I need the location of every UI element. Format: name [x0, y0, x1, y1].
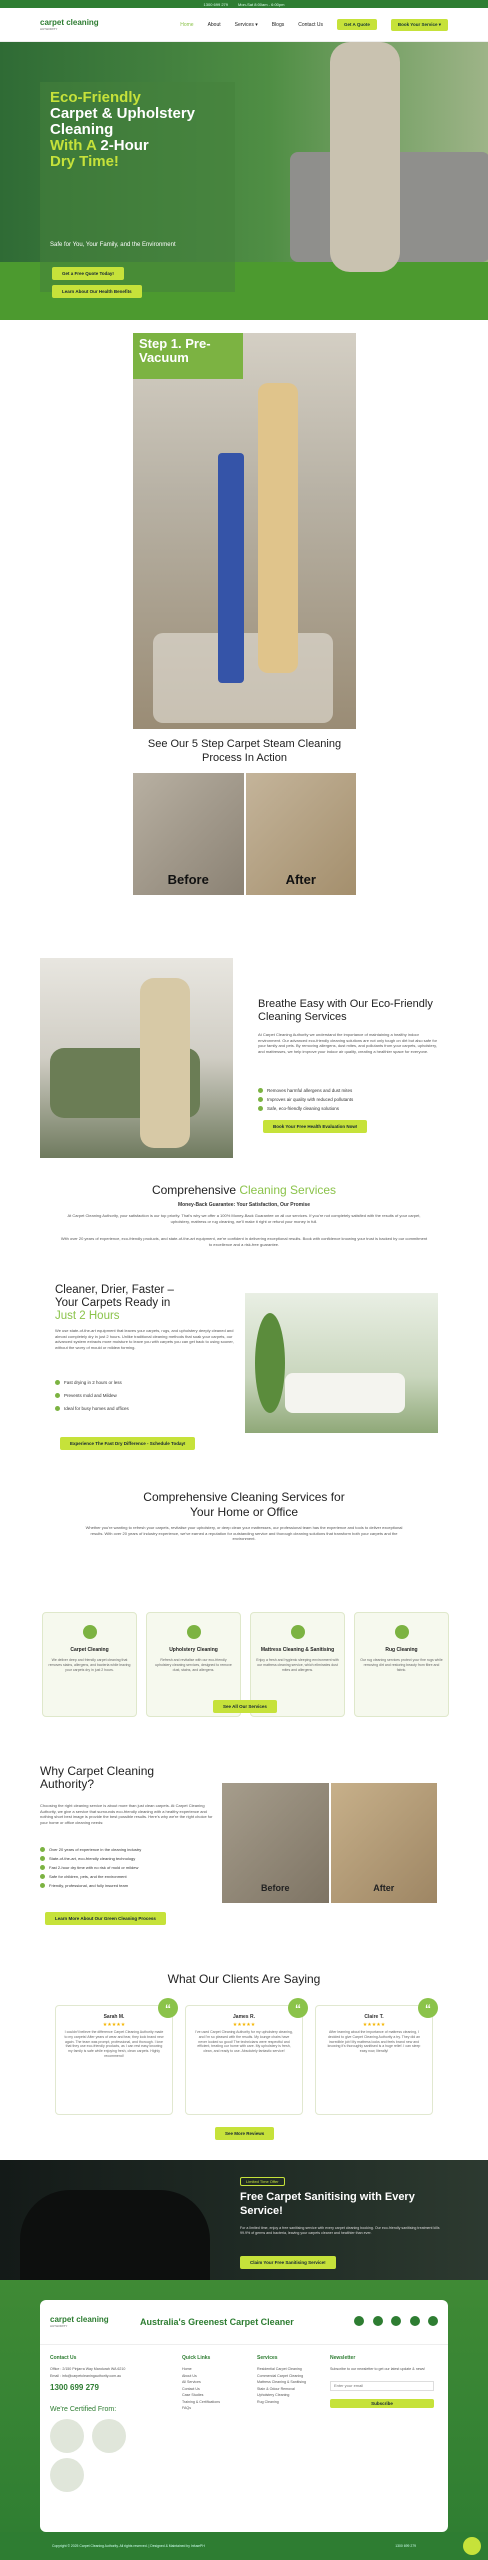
footer-slogan: Australia's Greenest Carpet Cleaner [140, 2317, 294, 2327]
more-reviews-button[interactable]: See More Reviews [215, 2127, 274, 2140]
check-icon [40, 1874, 45, 1879]
footer-service-link[interactable]: Residential Carpet Cleaning [257, 2367, 302, 2371]
star-rating: ★★★★★ [362, 2022, 386, 2028]
why-before-image: Before [222, 1783, 329, 1903]
certification-badge [50, 2419, 84, 2453]
footer-services: Services Residential Carpet Cleaning Commercial Carpet Cleaning Mattress Cleaning & Sanitising Stain & Odour Removal Upholstery Cleaning Rug Cleaning [257, 2355, 332, 2405]
nav-contact[interactable]: Contact Us [298, 21, 323, 28]
guarantee-text-1: At Carpet Cleaning Authority, your satisfaction is our top priority. That's why we offer a 100% Money-Back Guarantee on all our services. If you're not completely satisfied with the results of your carpet, upholstery, mattress or rug cleaning, we'll make it right or refund your money in full. [67, 1213, 421, 1224]
check-icon [55, 1406, 60, 1411]
book-service-button[interactable]: Book Your Service ▾ [391, 19, 448, 31]
drier-title: Cleaner, Drier, Faster – Your Carpets Ready in Just 2 Hours [55, 1284, 174, 1322]
all-services-button[interactable]: See All Our Services [213, 1700, 277, 1713]
facebook-icon[interactable] [354, 2316, 364, 2326]
why-body: Choosing the right cleaning service is about more than just clean carpets. At Carpet Cleaning Authority, we give a service that surrounds eco-friendly cleaning with a healthy experience and nothing short best image is provide the best possible results. Here's why we're the right choice for your home or office cleaning needs: [40, 1803, 213, 1825]
site-header [0, 8, 488, 42]
footer-link[interactable]: About Us [182, 2373, 197, 2378]
footer-bottom-bar [0, 2532, 488, 2560]
cleaner-shape [140, 978, 190, 1148]
guarantee-text-2: With over 20 years of experience, eco-friendly products, and state-of-the-art equipment, we're confident in delivering exceptional results. Book with confidence knowing your trust is backed by our commitment to excellence and a risk-free guarantee. [60, 1236, 428, 1247]
offer-badge: Limited Time Offer [240, 2177, 285, 2186]
review-card: “ Sarah M. ★★★★★ I couldn't believe the difference Carpet Cleaning Authority made to my carpets! After years of wear and tear, they look brand new again. The team was prompt, professional, and thorough. I love that they use eco-friendly products, as I can rest easy knowing my family is safe while enjoying fresh, clean carpets. Highly recommend! [55, 2005, 173, 2115]
carpet-icon [83, 1625, 97, 1639]
footer-quick-links: Quick Links Home About Us All Services Contact Us Case Studies Training & Certifications FAQs [182, 2355, 252, 2412]
after-image: After [246, 773, 357, 895]
phone-call-icon[interactable] [463, 2537, 481, 2555]
before-image: Before [133, 773, 244, 895]
check-icon [258, 1088, 263, 1093]
card-rug-cleaning[interactable]: Rug Cleaning Our rug cleaning services protect your fine rugs while removing dirt and restoring beauty from fibre and fabric. [354, 1612, 449, 1717]
check-icon [40, 1883, 45, 1888]
footer-link[interactable]: Training & Certifications [182, 2399, 221, 2404]
footer-link[interactable]: Contact Us [182, 2386, 200, 2391]
breathe-body: At Carpet Cleaning Authority we understand the importance of maintaining a healthy indoor environment. Our advanced eco-friendly cleaning solutions are not only tough on dirt but also safe for your family and pets. By removing allergens, dust mites, and pollutants from your carpets, upholstery, and mattresses, we help improve your indoor air quality, creating a healthier space for everyone. [258, 1032, 437, 1054]
reviews-title: What Our Clients Are Saying [167, 1972, 321, 1986]
rug-icon [395, 1625, 409, 1639]
copyright-text: Copyright © 2025 Carpet Cleaning Authority. All rights reserved. | Designed & Maintained by InfusePH [52, 2544, 205, 2548]
footer-contact: Contact Us Office : 2/150 Pinjarra Way Mandurah WA 6210 Email : info@carpetcleaningauthority.com.au 1300 699 279 We're Certified From: [50, 2355, 170, 2497]
bed-icon [291, 1625, 305, 1639]
instagram-icon[interactable] [391, 2316, 401, 2326]
top-hours: Mon-Sat 8:00am - 6:00pm [238, 1, 285, 7]
vacuum-shape [20, 2190, 210, 2280]
check-icon [40, 1865, 45, 1870]
why-before-after[interactable] [222, 1783, 437, 1903]
drier-list: Fast drying in 2 hours or less Prevents mold and Mildew Ideal for busy homes and offices [55, 1376, 235, 1415]
card-carpet-cleaning[interactable]: Carpet Cleaning We deliver deep and friendly carpet cleaning that removes stains, allergens, and bacteria while leaving your carpets dry in just 2 hours. [42, 1612, 137, 1717]
card-mattress-cleaning[interactable]: Mattress Cleaning & Sanitising Enjoy a fresh and hygienic sleeping environment with our mattress cleaning service, which eliminates dust mites and allergens. [250, 1612, 345, 1717]
star-rating: ★★★★★ [102, 2022, 126, 2028]
quote-icon: “ [288, 1998, 308, 2018]
youtube-icon[interactable] [428, 2316, 438, 2326]
why-list: Over 20 years of experience in the cleaning industry State-of-the-art, eco-friendly cleaning technology Fast 2-hour dry time with no risk of mold or mildew Safe for children, pets, and the environment Friendly, professional, and fully insured team [40, 1845, 215, 1890]
promo-title: Free Carpet Sanitising with Every Service! [240, 2191, 415, 2217]
nav-home[interactable]: Home [180, 21, 194, 28]
card-upholstery-cleaning[interactable]: Upholstery Cleaning Refresh and revitalise with our eco-friendly upholstery cleaning services, designed to remove dust, stains, and allergens. [146, 1612, 241, 1717]
promo-body: For a limited time, enjoy a free sanitising service with every carpet cleaning booking. Our eco-friendly sanitising treatment kills 99.9% of germs and bacteria, leaving your carpets cleaner and healthier than ever. [240, 2226, 440, 2235]
promo-section [0, 2160, 488, 2280]
comprehensive-title: Comprehensive Cleaning Services [151, 1183, 337, 1197]
footer-service-link[interactable]: Commercial Carpet Cleaning [257, 2373, 304, 2378]
why-title: Why Carpet Cleaning Authority? [40, 1764, 155, 1791]
hero-tagline: Safe for You, Your Family, and the Environment [50, 242, 176, 248]
check-icon [40, 1856, 45, 1861]
before-after-gallery[interactable] [133, 773, 356, 895]
footer-service-link[interactable]: Mattress Cleaning & Sanitising [257, 2380, 306, 2384]
nav-blogs[interactable]: Blogs [271, 21, 285, 28]
plant-shape [255, 1313, 285, 1413]
quote-icon: “ [158, 1998, 178, 2018]
breathe-title: Breathe Easy with Our Eco-Friendly Cleaning Services [258, 998, 433, 1023]
process-title: See Our 5 Step Carpet Steam Cleaning Process In Action [147, 738, 342, 764]
guarantee-subtitle: Money-Back Guarantee: Your Satisfaction, Our Promise [177, 1202, 311, 1208]
site-logo[interactable]: carpet cleaning AUTHORITY [40, 17, 99, 31]
newsletter-email-input[interactable] [330, 2381, 434, 2391]
footer-header [40, 2300, 448, 2345]
pre-vacuum-image [133, 333, 356, 729]
certification-badges [50, 2419, 170, 2497]
footer-link[interactable]: All Services [182, 2380, 201, 2384]
hero-person [330, 42, 400, 272]
social-links [350, 2313, 438, 2331]
subscribe-button[interactable]: Subscribe [330, 2399, 434, 2408]
check-icon [40, 1847, 45, 1852]
footer-newsletter: Newsletter Subscribe to our newsletter to get our latest update & news! Enter your email Subscribe [330, 2355, 438, 2410]
why-after-image: After [331, 1783, 438, 1903]
step-label: Step 1. Pre-Vacuum [133, 333, 243, 379]
vacuum-shape [218, 453, 244, 683]
footer-service-link[interactable]: Rug Cleaning [257, 2399, 279, 2404]
linkedin-icon[interactable] [410, 2316, 420, 2326]
breathe-list: Removes harmful allergens and dust mites Improves air quality with reduced pollutants Safe, eco-friendly cleaning solutions [258, 1086, 438, 1113]
review-card: “ James R. ★★★★★ I've used Carpet Cleaning Authority for my upholstery cleaning, and I'm so pleased with the results. My lounge chairs have never looked so good! The technicians were respectful and efficient, treating our home with care. My upholstery is fresh, clean, and ready to use. Absolutely fantastic service! [185, 2005, 303, 2115]
drier-body: We use state-of-the-art equipment that leaves your carpets, rugs, and upholstery deeply cleaned and almost completely dry in just 2 hours. Unlike traditional cleaning methods that soak your carpets, our advanced system extracts more moisture to leave you with carpets you can get back to using sooner, without the worry of mould or mildew forming. [55, 1328, 234, 1350]
footer-logo[interactable]: carpet cleaning AUTHORITY [50, 2315, 109, 2328]
check-icon [55, 1380, 60, 1385]
nav-services[interactable]: Services ▾ [234, 21, 258, 28]
certification-badge [50, 2458, 84, 2492]
main-nav [180, 19, 448, 31]
hero-headline: Eco-Friendly Carpet & Upholstery Cleaning With A 2-Hour Dry Time! [50, 89, 196, 170]
hero-section [0, 42, 488, 320]
claim-sanitising-button[interactable]: Claim Your Free Sanitising Service! [240, 2256, 336, 2269]
star-rating: ★★★★★ [232, 2022, 256, 2028]
certification-badge [92, 2419, 126, 2453]
footer-service-link[interactable]: Stain & Odour Removal [257, 2386, 295, 2391]
technician-shape [258, 383, 298, 673]
sofa-icon [187, 1625, 201, 1639]
fast-dry-button[interactable]: Experience The Fast Dry Difference - Schedule Today! [60, 1437, 195, 1450]
check-icon [258, 1097, 263, 1102]
services-intro: Whether you're wanting to refresh your carpets, revitalise your upholstery, or deep clean your mattresses, our professional team has the experience and tools to deliver exceptional results. With over 20 years of industry experience, we've earned a reputation for outstanding service and thorough cleaning solutions that transform both your carpets and the environment. [85, 1525, 403, 1541]
footer-link[interactable]: Home [182, 2367, 192, 2371]
hero-quote-button[interactable]: Get a Free Quote Today! [52, 267, 124, 280]
green-process-button[interactable]: Learn More About Our Green Cleaning Process [45, 1912, 166, 1925]
check-icon [258, 1106, 263, 1111]
bottom-phone[interactable]: 1300 699 279 [395, 2544, 416, 2548]
top-phone[interactable]: 1300 699 279 [203, 1, 228, 7]
living-room-image [245, 1293, 438, 1433]
get-quote-button[interactable]: Get A Quote [337, 19, 377, 30]
contact-email[interactable]: Email : info@carpetcleaningauthority.com.au [50, 2373, 122, 2378]
twitter-icon[interactable] [373, 2316, 383, 2326]
top-bar [0, 0, 488, 8]
breathe-image [40, 958, 233, 1158]
footer-link[interactable]: Case Studies [182, 2393, 204, 2397]
hero-health-button[interactable]: Learn About Our Health Benefits [52, 285, 142, 298]
check-icon [55, 1393, 60, 1398]
office-address: Office : 2/150 Pinjarra Way Mandurah WA 6210 [50, 2367, 126, 2371]
quote-icon: “ [418, 1998, 438, 2018]
footer-service-link[interactable]: Upholstery Cleaning [257, 2393, 290, 2397]
services-title: Comprehensive Cleaning Services for Your Home or Office [143, 1490, 345, 1519]
white-sofa-shape [285, 1373, 405, 1413]
review-card: “ Claire T. ★★★★★ After learning about the importance of mattress cleaning, I decided to give Carpet Cleaning Authority a try. They did an incredible job! My mattress looks and feels brand new and knowing it's thoroughly sanitised is a huge relief. I can sleep easy now, literally! [315, 2005, 433, 2115]
footer-phone[interactable]: 1300 699 279 [50, 2383, 99, 2392]
certified-heading: We're Certified From: [50, 2406, 117, 2413]
health-evaluation-button[interactable]: Book Your Free Health Evaluation Now! [263, 1120, 367, 1133]
nav-about[interactable]: About [207, 21, 221, 28]
footer-link[interactable]: FAQs [182, 2406, 191, 2410]
